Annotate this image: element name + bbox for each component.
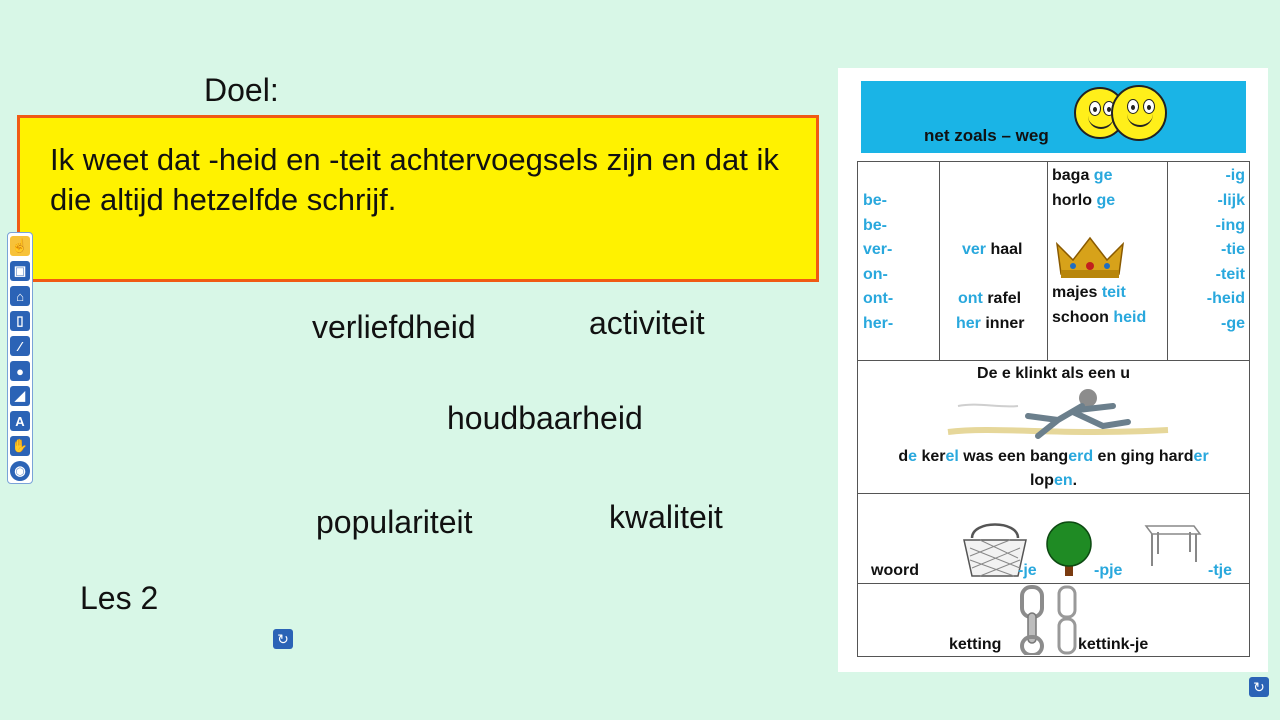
- hand-icon[interactable]: ✋: [10, 436, 30, 456]
- example-majesteit: majes teit: [1052, 284, 1126, 301]
- text-icon[interactable]: A: [10, 411, 30, 431]
- line-icon[interactable]: ∕: [10, 336, 30, 356]
- suffix-lijk: -lijk: [1217, 192, 1245, 209]
- drawing-toolbar: [7, 232, 33, 484]
- row3-pje: -pje: [1094, 562, 1123, 579]
- target-icon[interactable]: ◉: [10, 461, 30, 481]
- row2-heading: De e klinkt als een u: [977, 365, 1130, 382]
- suffix-ing: -ing: [1215, 217, 1245, 234]
- goal-box: [17, 115, 819, 282]
- row2-sentence: de kerel was een bangerd en ging harder: [898, 448, 1209, 465]
- example-bagage: baga ge: [1052, 167, 1113, 184]
- example-schoonheid: schoon heid: [1052, 309, 1147, 326]
- prefix-ont: ont-: [863, 290, 894, 307]
- row4-ketting: ketting: [949, 636, 1002, 653]
- word-verliefdheid[interactable]: verliefdheid: [312, 309, 476, 345]
- example-herinner: her inner: [956, 315, 1025, 332]
- prefix-be-2: be-: [863, 217, 887, 234]
- example-ontrafel: ont rafel: [958, 290, 1022, 307]
- prefix-on: on-: [863, 266, 888, 283]
- circle-icon[interactable]: ●: [10, 361, 30, 381]
- suffix-teit: -teit: [1215, 266, 1245, 283]
- prefix-her: her-: [863, 315, 894, 332]
- lesson-label: Les 2: [80, 580, 159, 616]
- row3-woord: woord: [871, 562, 919, 579]
- slide-link-icon-corner[interactable]: ↻: [1249, 677, 1269, 697]
- eraser-icon[interactable]: ▯: [10, 311, 30, 331]
- word-houdbaarheid[interactable]: houdbaarheid: [447, 400, 643, 436]
- chain-icon-2: [1056, 585, 1078, 655]
- word-populariteit[interactable]: populariteit: [316, 504, 473, 540]
- suffix-ig: -ig: [1225, 167, 1245, 184]
- word-activiteit[interactable]: activiteit: [589, 305, 705, 341]
- goal-label: Doel:: [204, 72, 279, 108]
- table-icon: [1138, 518, 1202, 570]
- smiley-icon-2: [1111, 85, 1167, 141]
- reference-grid: [857, 161, 1250, 657]
- banner-text: net zoals – weg: [924, 126, 1049, 145]
- pen-icon[interactable]: ⌂: [10, 286, 30, 306]
- crown-icon: [1055, 236, 1125, 280]
- prefix-be: be-: [863, 192, 887, 209]
- prefix-ver: ver-: [863, 241, 893, 258]
- suffix-heid: -heid: [1206, 290, 1245, 307]
- row4-kettinkje: kettink-je: [1078, 636, 1149, 653]
- slide-link-icon[interactable]: ↻: [273, 629, 293, 649]
- pointer-icon[interactable]: ☝: [10, 236, 30, 256]
- goal-text: Ik weet dat -heid en -teit achtervoegsels zijn en dat ik die altijd hetzelfde schrijf.: [50, 142, 779, 217]
- select-icon[interactable]: ▣: [10, 261, 30, 281]
- suffix-tie: -tie: [1221, 241, 1245, 258]
- word-kwaliteit[interactable]: kwaliteit: [609, 499, 723, 535]
- suffix-ge: -ge: [1221, 315, 1245, 332]
- row3-tje: -tje: [1208, 562, 1232, 579]
- example-horloge: horlo ge: [1052, 192, 1116, 209]
- card-banner: [861, 81, 1246, 153]
- row2-sentence-end: lopen.: [1029, 472, 1078, 489]
- chain-icon: [1016, 585, 1052, 655]
- row3-je: -je: [1018, 562, 1037, 579]
- running-man-icon: [938, 386, 1178, 442]
- triangle-icon[interactable]: ◢: [10, 386, 30, 406]
- example-verhaal: ver haal: [962, 241, 1023, 258]
- tree-icon: [1043, 520, 1095, 578]
